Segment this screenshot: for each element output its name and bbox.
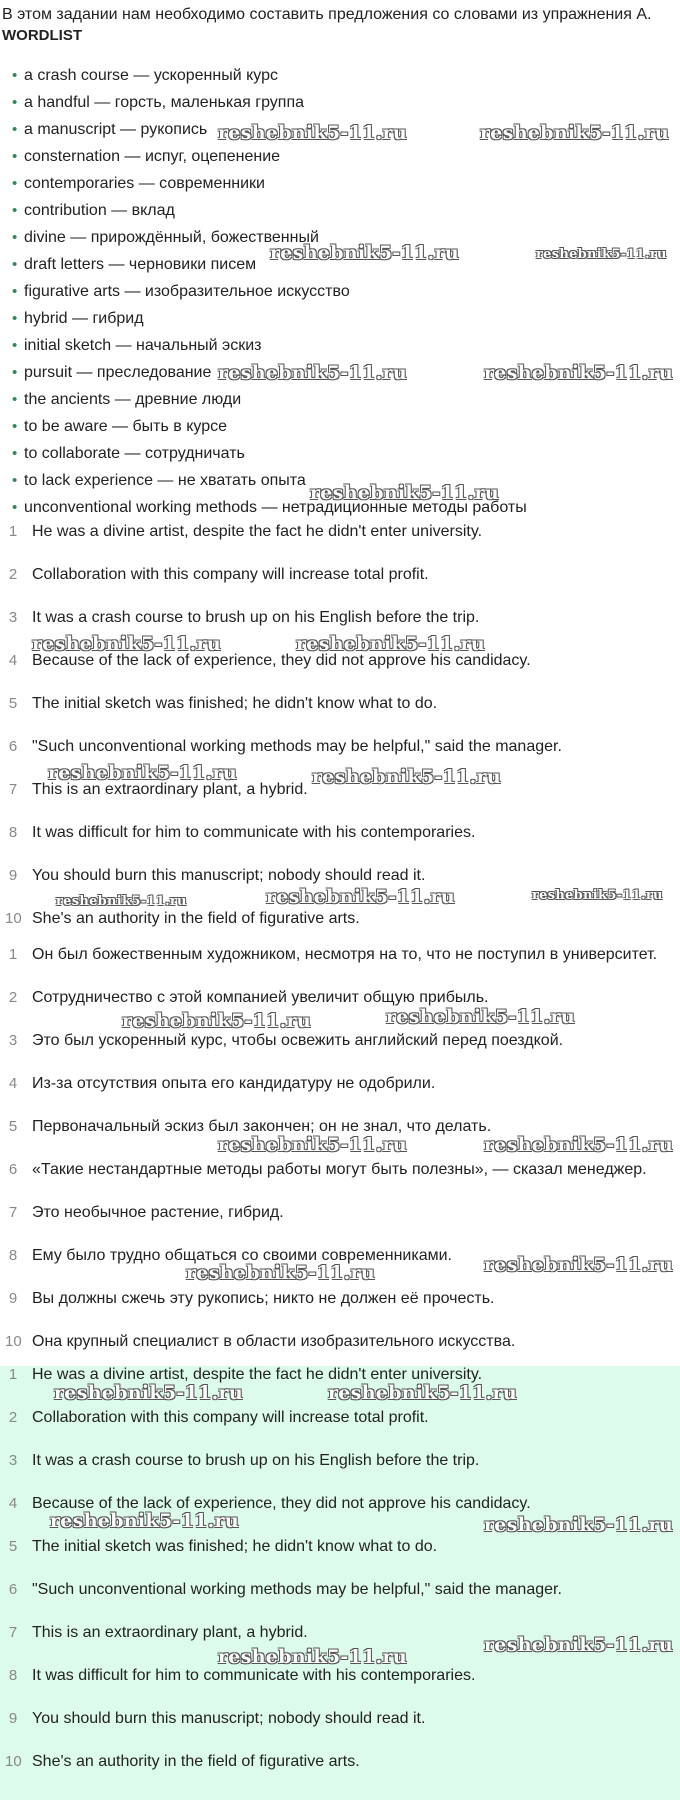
intro-text: В этом задании нам необходимо составить предложения со словами из упражнения A. [2, 6, 652, 23]
watermark: reshebnik5-11.ru [310, 482, 499, 504]
list-item: 8 It was difficult for him to communicate with his contemporaries. [8, 1667, 476, 1684]
watermark: reshebnik5-11.ru [328, 1382, 517, 1404]
list-item: 7 This is an extraordinary plant, a hybrid. [8, 781, 308, 798]
watermark: reshebnik5-11.ru [50, 1510, 239, 1532]
watermark: reshebnik5-11.ru [536, 247, 667, 262]
wordlist-item: • a handful — горсть, маленькая группа [12, 89, 527, 116]
wordlist-item: • a manuscript — рукопись [12, 116, 527, 143]
bullet-icon: • [12, 283, 18, 300]
watermark: reshebnik5-11.ru [484, 362, 673, 384]
bullet-icon: • [12, 310, 18, 327]
list-item: 4 Because of the lack of experience, they did not approve his candidacy. [8, 1495, 531, 1512]
list-item: 9 You should burn this manuscript; nobody should read it. [8, 867, 426, 884]
wordlist-item: • figurative arts — изобразительное искусство [12, 278, 527, 305]
list-item: 2 Collaboration with this company will increase total profit. [8, 1409, 429, 1426]
list-item: 8 It was difficult for him to communicate with his contemporaries. [8, 824, 476, 841]
wordlist-item: • contemporaries — современники [12, 170, 527, 197]
list-item: 3 It was a crash course to brush up on his English before the trip. [8, 1452, 480, 1469]
list-item: 6 "Such unconventional working methods may be helpful," said the manager. [8, 738, 562, 755]
wordlist-item: • the ancients — древние люди [12, 386, 527, 413]
watermark: reshebnik5-11.ru [48, 762, 237, 784]
list-item: 8 Ему было трудно общаться со своими современниками. [8, 1247, 452, 1264]
bullet-icon: • [12, 94, 18, 111]
watermark: reshebnik5-11.ru [218, 1646, 407, 1668]
list-item: 9 Вы должны сжечь эту рукопись; никто не должен её прочесть. [8, 1290, 495, 1307]
watermark: reshebnik5-11.ru [186, 1262, 375, 1284]
bullet-icon: • [12, 175, 18, 192]
list-item: 10 She's an authority in the field of figurative arts. [5, 1753, 360, 1770]
list-item: 3 Это был ускоренный курс, чтобы освежить английский перед поездкой. [8, 1032, 564, 1049]
wordlist-item: • draft letters — черновики писем [12, 251, 527, 278]
list-item: 5 Первоначальный эскиз был закончен; он не знал, что делать. [8, 1118, 492, 1135]
list-item: 1 He was a divine artist, despite the fact he didn't enter university. [8, 1366, 483, 1383]
list-item: 6 "Such unconventional working methods may be helpful," said the manager. [8, 1581, 562, 1598]
list-item: 4 Из-за отсутствия опыта его кандидатуру не одобрили. [8, 1075, 436, 1092]
bullet-icon: • [12, 148, 18, 165]
watermark: reshebnik5-11.ru [386, 1006, 575, 1028]
watermark: reshebnik5-11.ru [312, 766, 501, 788]
bullet-icon: • [12, 121, 18, 138]
wordlist-item: • divine — прирождённый, божественный [12, 224, 527, 251]
watermark: reshebnik5-11.ru [270, 242, 459, 264]
bullet-icon: • [12, 202, 18, 219]
wordlist-item: • to collaborate — сотрудничать [12, 440, 527, 467]
watermark: reshebnik5-11.ru [266, 886, 455, 908]
list-item: 6 «Такие нестандартные методы работы могут быть полезны», — сказал менеджер. [8, 1161, 647, 1178]
list-item: 2 Collaboration with this company will increase total profit. [8, 566, 429, 583]
wordlist-item: • consternation — испуг, оцепенение [12, 143, 527, 170]
russian-sentences [0, 946, 680, 1376]
wordlist-item: • pursuit — преследование [12, 359, 527, 386]
watermark: reshebnik5-11.ru [480, 122, 669, 144]
wordlist-item: • a crash course — ускоренный курс [12, 62, 527, 89]
bullet-icon: • [12, 256, 18, 273]
list-item: 7 Это необычное растение, гибрид. [8, 1204, 284, 1221]
bullet-icon: • [12, 391, 18, 408]
list-item: 9 You should burn this manuscript; nobody should read it. [8, 1710, 426, 1727]
list-item: 5 The initial sketch was finished; he didn't know what to do. [8, 1538, 438, 1555]
bullet-icon: • [12, 418, 18, 435]
watermark: reshebnik5-11.ru [218, 122, 407, 144]
wordlist-item: • to be aware — быть в курсе [12, 413, 527, 440]
list-item: 10 She's an authority in the field of figurative arts. [5, 910, 360, 927]
wordlist-item: • hybrid — гибрид [12, 305, 527, 332]
answer-block [0, 1366, 680, 1800]
bullet-icon: • [12, 499, 18, 516]
watermark: reshebnik5-11.ru [484, 1134, 673, 1156]
watermark: reshebnik5-11.ru [218, 362, 407, 384]
watermark: reshebnik5-11.ru [484, 1634, 673, 1656]
bullet-icon: • [12, 364, 18, 381]
watermark: reshebnik5-11.ru [484, 1254, 673, 1276]
bullet-icon: • [12, 229, 18, 246]
list-item: 7 This is an extraordinary plant, a hybrid. [8, 1624, 308, 1641]
wordlist-title: WORDLIST [2, 27, 82, 44]
wordlist-item: • contribution — вклад [12, 197, 527, 224]
bullet-icon: • [12, 472, 18, 489]
watermark: reshebnik5-11.ru [532, 888, 663, 903]
list-item: 1 He was a divine artist, despite the fact he didn't enter university. [8, 523, 483, 540]
watermark: reshebnik5-11.ru [122, 1010, 311, 1032]
list-item: 3 It was a crash course to brush up on his English before the trip. [8, 609, 480, 626]
watermark: reshebnik5-11.ru [32, 633, 221, 655]
watermark: reshebnik5-11.ru [218, 1134, 407, 1156]
watermark: reshebnik5-11.ru [296, 633, 485, 655]
list-item: 10 Она крупный специалист в области изобразительного искусства. [5, 1333, 516, 1350]
wordlist-item: • to lack experience — не хватать опыта [12, 467, 527, 494]
list-item: 4 Because of the lack of experience, they did not approve his candidacy. [8, 652, 531, 669]
wordlist-item: • unconventional working methods — нетрадиционные методы работы [12, 494, 527, 521]
list-item: 1 Он был божественным художником, несмотря на то, что не поступил в университет. [8, 946, 658, 963]
watermark: reshebnik5-11.ru [56, 894, 187, 909]
wordlist-item: • initial sketch — начальный эскиз [12, 332, 527, 359]
bullet-icon: • [12, 337, 18, 354]
watermark: reshebnik5-11.ru [54, 1382, 243, 1404]
bullet-icon: • [12, 67, 18, 84]
list-item: 5 The initial sketch was finished; he didn't know what to do. [8, 695, 438, 712]
watermark: reshebnik5-11.ru [484, 1514, 673, 1536]
list-item: 2 Сотрудничество с этой компанией увеличит общую прибыль. [8, 989, 489, 1006]
bullet-icon: • [12, 445, 18, 462]
